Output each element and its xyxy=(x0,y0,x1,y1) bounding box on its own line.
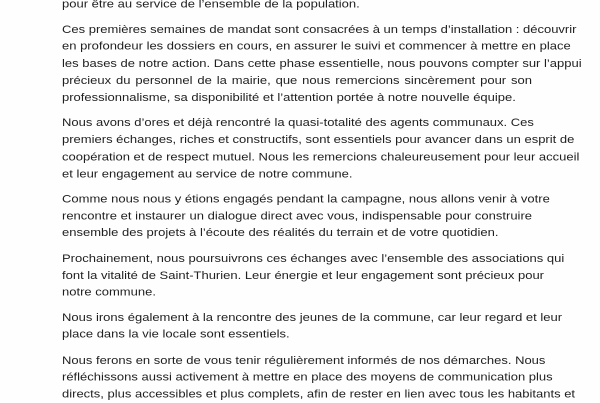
paragraph-intro-end xyxy=(62,0,532,13)
text-line: ensemble des projets à l’écoute des réalités du terrain et de votre quotidien. xyxy=(62,226,499,239)
paragraph-youth xyxy=(62,309,563,343)
paragraph-installation xyxy=(62,21,582,106)
text-line: Comme nous nous y étions engagés pendant la campagne, nous allons venir à votre xyxy=(62,192,550,205)
text-line: font la vitalité de Saint-Thurien. Leur énergie et leur engagement sont précieux pour xyxy=(62,268,545,282)
text-line: rencontre et instaurer un dialogue direct avec vous, indispensable pour construire xyxy=(62,209,532,222)
paragraph-campaign xyxy=(62,191,550,242)
paragraph-agents xyxy=(62,114,580,182)
text-line: professionnalisme, sa disponibilité et l’attention portée à notre nouvelle équipe. xyxy=(62,90,516,104)
text-line: réfléchissons aussi activement à mettre en place des moyens de communication plus xyxy=(62,370,553,383)
text-line: coopération et de respect mutuel. Nous les remercions chaleureusement pour leur accueil xyxy=(62,150,580,163)
text-line: en profondeur les dossiers en cours, en assurer le suivi et commencer à mettre en place xyxy=(62,39,571,53)
text-line: premiers échanges, riches et constructifs, sont essentiels pour avancer dans un esprit de xyxy=(62,133,575,146)
text-line: pour être au service de l’ensemble de la population. xyxy=(62,0,360,11)
text-line: directs, plus accessibles et plus complets, afin de rester en lien avec tous les habitants et xyxy=(62,387,576,400)
text-line: place dans la vie locale sont essentiels. xyxy=(62,327,290,341)
text-line: Nous irons également à la rencontre des jeunes de la commune, car leur regard et leur xyxy=(62,311,563,324)
text-line: et leur engagement au service de notre commune. xyxy=(62,166,353,180)
text-line: précieux du personnel de la mairie, que nous remercions sincèrement pour son xyxy=(62,73,532,87)
text-line: Nous ferons en sorte de vous tenir régulièrement informés de nos démarches. Nous xyxy=(62,353,546,366)
text-line: Prochainement, nous poursuivrons ces échanges avec l’ensemble des associations qui xyxy=(62,251,565,265)
paragraph-communication xyxy=(62,352,576,403)
paragraph-associations xyxy=(62,250,565,301)
text-line: les bases de notre action. Dans cette phase essentielle, nous pouvons compter sur l’appui xyxy=(62,56,582,70)
text-line: Ces premières semaines de mandat sont consacrées à un temps d’installation : découvrir xyxy=(62,22,577,36)
text-line: notre commune. xyxy=(62,285,156,299)
text-line: Nous avons d’ores et déjà rencontré la quasi-totalité des agents communaux. Ces xyxy=(62,116,534,129)
